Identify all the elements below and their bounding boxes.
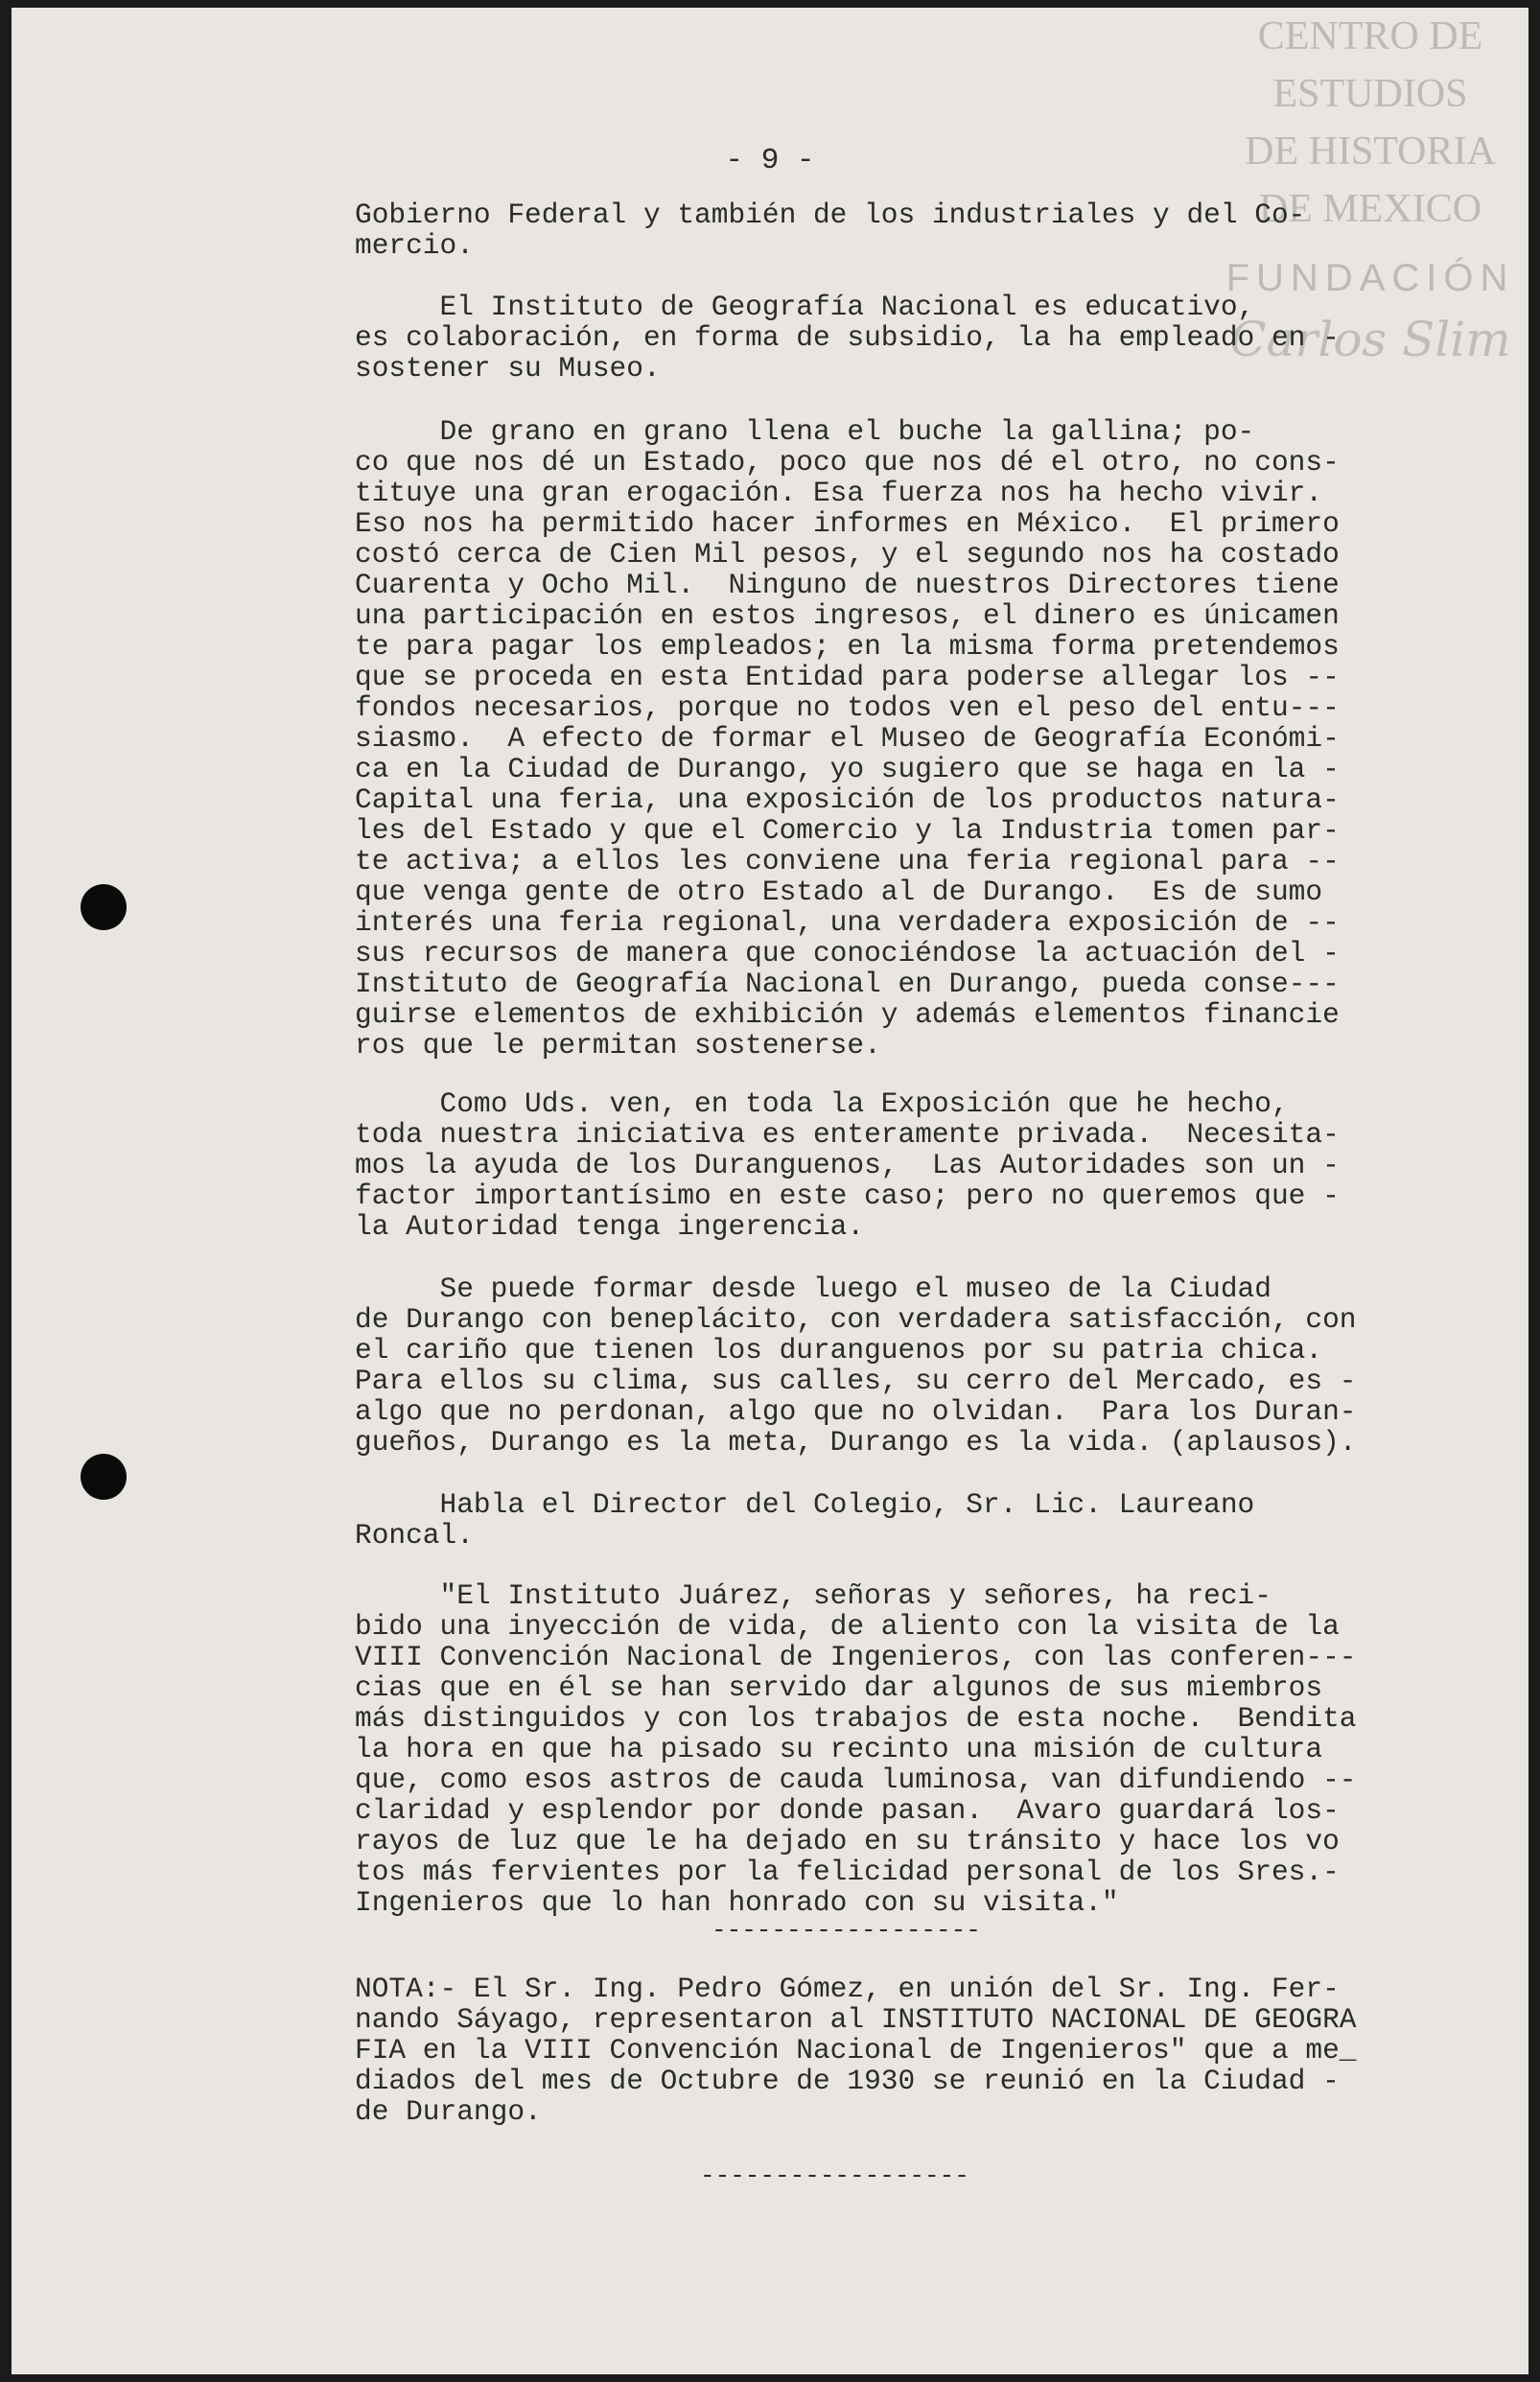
text-line: Ingenieros que lo han honrado con su visita." [355, 1886, 1119, 1919]
text-line: siasmo. A efecto de formar el Museo de Geografía Económi- [355, 722, 1340, 755]
text-line: bido una inyección de vida, de aliento con la visita de la [355, 1610, 1340, 1643]
text-line: gueños, Durango es la meta, Durango es la vida. (aplausos). [355, 1426, 1357, 1459]
watermark-line: CENTRO DE [1257, 14, 1483, 58]
text-line: te para pagar los empleados; en la misma forma pretendemos [355, 630, 1340, 663]
paragraph [355, 1973, 1438, 2127]
text-line: les del Estado y que el Comercio y la Industria tomen par- [355, 814, 1340, 847]
text-line: de Durango con beneplácito, con verdadera satisfacción, con [355, 1303, 1357, 1336]
text-line: sus recursos de manera que conociéndose la actuación del - [355, 937, 1340, 969]
text-line: algo que no perdonan, algo que no olvidan. Para los Duran- [355, 1395, 1357, 1428]
watermark-line: DE HISTORIA [1245, 129, 1496, 174]
text-line: Instituto de Geografía Nacional en Durango, pueda conse--- [355, 968, 1340, 1000]
text-line: sostener su Museo. [355, 352, 661, 385]
page-number: - 9 - [725, 144, 815, 177]
text-line: Habla el Director del Colegio, Sr. Lic. Laureano [355, 1488, 1255, 1521]
text-line: mercio. [355, 229, 474, 262]
text-line: toda nuestra iniciativa es enteramente privada. Necesita- [355, 1118, 1340, 1151]
text-line: más distinguidos y con los trabajos de esta noche. Bendita [355, 1702, 1357, 1735]
paragraph [355, 292, 1438, 384]
text-line: Capital una feria, una exposición de los productos natura- [355, 783, 1340, 816]
text-line: claridad y esplendor por donde pasan. Avaro guardará los- [355, 1794, 1340, 1827]
watermark-signature: Carlos Slim [1229, 312, 1511, 367]
separator-line: ------------------ [700, 2161, 969, 2190]
text-line: el cariño que tienen los duranguenos por su patria chica. [355, 1334, 1323, 1366]
text-line: que se proceda en esta Entidad para poderse allegar los -- [355, 661, 1340, 693]
text-line: Como Uds. ven, en toda la Exposición que he hecho, [355, 1087, 1289, 1120]
text-line: Gobierno Federal y también de los industriales y del Co- [355, 198, 1306, 231]
watermark-line: ESTUDIOS [1272, 72, 1468, 116]
text-line: Roncal. [355, 1519, 474, 1552]
text-line: NOTA:- El Sr. Ing. Pedro Gómez, en unión del Sr. Ing. Fer- [355, 1973, 1340, 2005]
paragraph [355, 1489, 1438, 1551]
text-line: "El Instituto Juárez, señoras y señores, ha reci- [355, 1579, 1272, 1612]
text-line: mos la ayuda de los Duranguenos, Las Autoridades son un - [355, 1149, 1340, 1181]
text-line: ca en la Ciudad de Durango, yo sugiero que se haga en la - [355, 753, 1340, 785]
watermark-foundation: FUNDACIÓN [1225, 257, 1515, 299]
text-line: De grano en grano llena el buche la gallina; po- [355, 415, 1255, 448]
text-line: VIII Convención Nacional de Ingenieros, con las conferen--- [355, 1641, 1357, 1673]
text-line: Se puede formar desde luego el museo de la Ciudad [355, 1273, 1272, 1305]
paragraph [355, 1273, 1438, 1458]
text-line: la hora en que ha pisado su recinto una misión de cultura [355, 1733, 1323, 1765]
text-line: Cuarenta y Ocho Mil. Ninguno de nuestros Directores tiene [355, 569, 1340, 601]
punch-hole-icon [81, 884, 127, 930]
text-line: que, como esos astros de cauda luminosa, van difundiendo -- [355, 1763, 1357, 1796]
punch-hole-icon [81, 1454, 127, 1500]
text-line: guirse elementos de exhibición y además elementos financie [355, 998, 1340, 1031]
paragraph [355, 199, 1438, 261]
paragraph [355, 416, 1438, 1061]
text-line: tituye una gran erogación. Esa fuerza nos ha hecho vivir. [355, 477, 1323, 509]
text-line: diados del mes de Octubre de 1930 se reunió en la Ciudad - [355, 2065, 1340, 2097]
text-line: fondos necesarios, porque no todos ven el peso del entu--- [355, 691, 1340, 724]
text-line: interés una feria regional, una verdadera exposición de -- [355, 906, 1340, 939]
document-page [12, 8, 1528, 2374]
text-line: ros que le permitan sostenerse. [355, 1029, 881, 1062]
text-line: una participación en estos ingresos, el dinero es únicamen [355, 599, 1340, 632]
separator-line: ------------------ [712, 1916, 981, 1945]
text-line: El Instituto de Geografía Nacional es educativo, [355, 291, 1255, 323]
text-line: Eso nos ha permitido hacer informes en México. El primero [355, 507, 1340, 540]
text-line: la Autoridad tenga ingerencia. [355, 1210, 865, 1243]
text-line: que venga gente de otro Estado al de Durango. Es de sumo [355, 876, 1323, 908]
text-line: cias que en él se han servido dar algunos de sus miembros [355, 1671, 1323, 1704]
text-line: nando Sáyago, representaron al INSTITUTO NACIONAL DE GEOGRA [355, 2003, 1357, 2036]
text-line: costó cerca de Cien Mil pesos, y el segundo nos ha costado [355, 538, 1340, 571]
text-line: Para ellos su clima, sus calles, su cerro del Mercado, es - [355, 1365, 1357, 1397]
text-line: tos más fervientes por la felicidad personal de los Sres.- [355, 1856, 1340, 1888]
watermark-line: DE MEXICO [1258, 187, 1482, 231]
text-line: co que nos dé un Estado, poco que nos dé el otro, no cons- [355, 446, 1340, 479]
text-line: de Durango. [355, 2095, 542, 2128]
text-line: te activa; a ellos les conviene una feria regional para -- [355, 845, 1340, 877]
text-line: FIA en la VIII Convención Nacional de Ingenieros" que a me_ [355, 2034, 1357, 2067]
paragraph [355, 1580, 1438, 1918]
text-line: factor importantísimo en este caso; pero no queremos que - [355, 1179, 1340, 1212]
text-line: es colaboración, en forma de subsidio, la ha empleado en - [355, 321, 1340, 354]
text-line: rayos de luz que le ha dejado en su tránsito y hace los vo [355, 1825, 1340, 1857]
paragraph [355, 1088, 1438, 1242]
